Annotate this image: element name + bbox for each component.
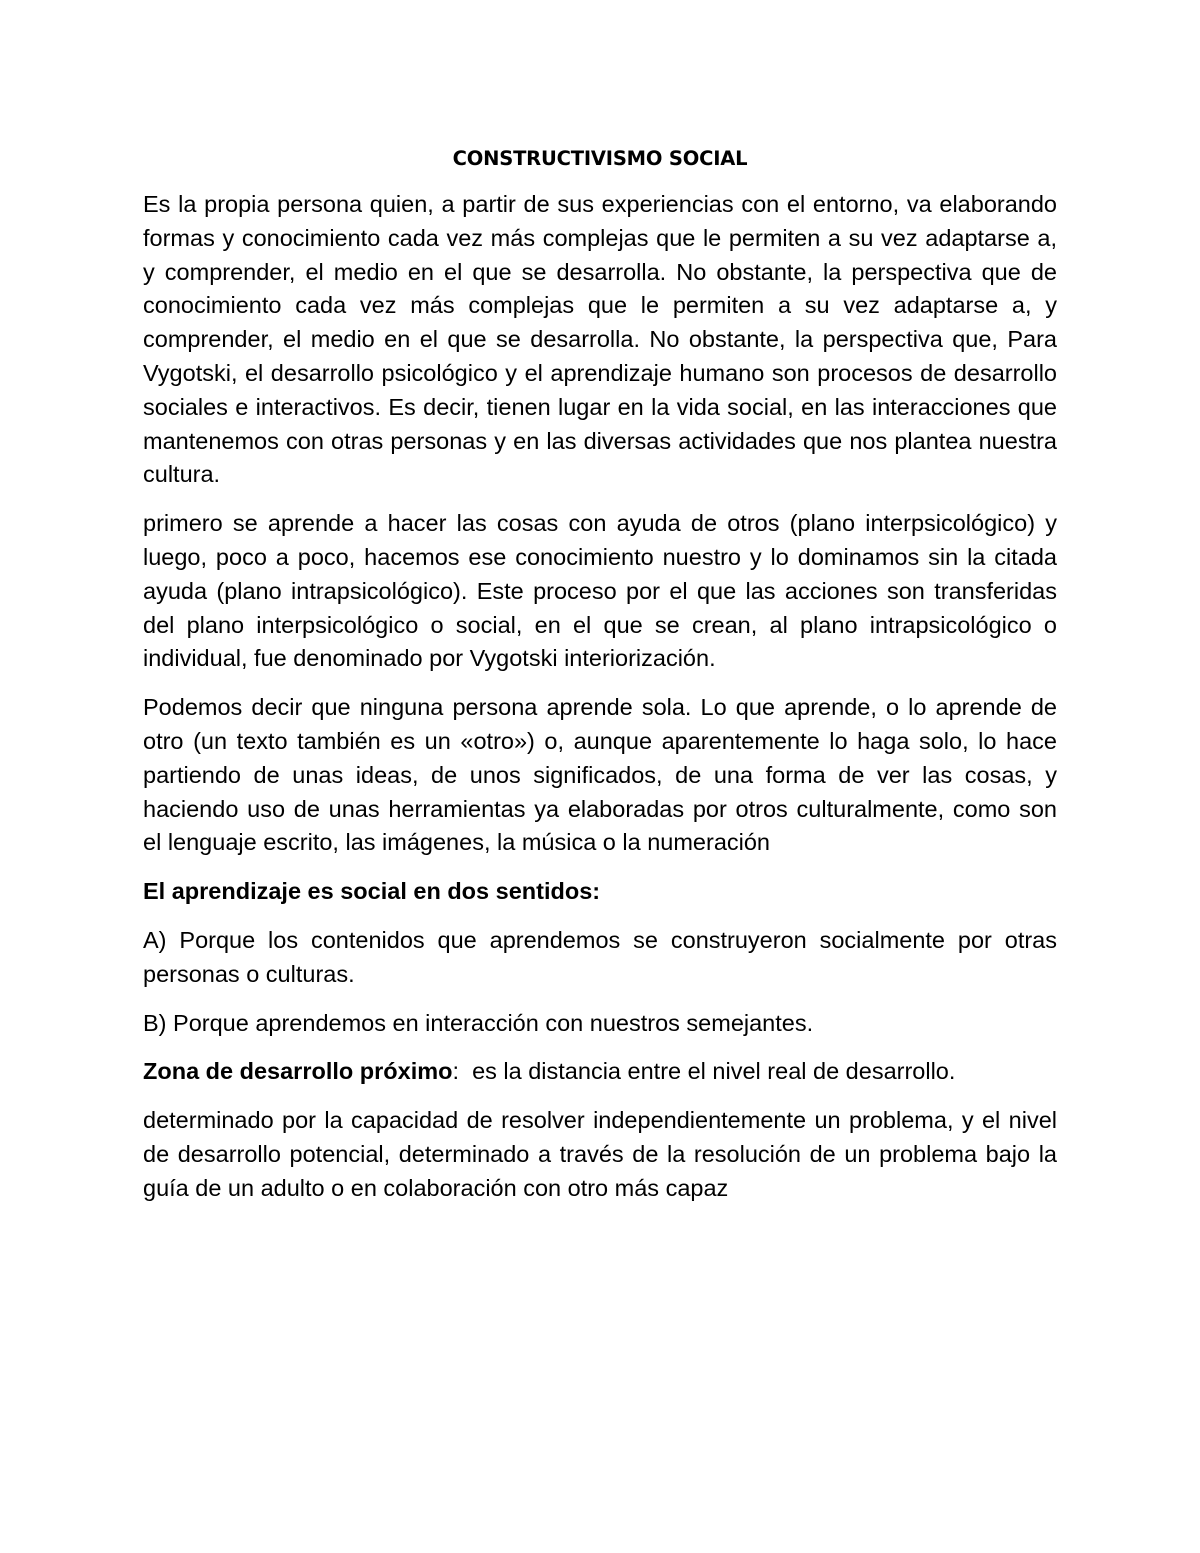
paragraph-nobody-learns-alone: Podemos decir que ninguna persona aprende sola. Lo que aprende, o lo aprende de otro (un texto también es un «otro») o, aunque aparentemente lo haga solo, lo hace partiendo de unas ideas, de unos significados, de una forma de ver las cosas, y haciendo uso de unas herramientas ya elaboradas por otros culturalmente, como son el lenguaje escrito, las imágenes, la música o la numeración — [143, 694, 1057, 856]
zone-definition: es la distancia entre el nivel real de desarrollo. — [459, 1058, 956, 1085]
social-learning-heading: El aprendizaje es social en dos sentidos: — [143, 878, 601, 905]
document-body — [143, 142, 1057, 1221]
paragraph-interiorization: primero se aprende a hacer las cosas con ayuda de otros (plano interpsicológico) y luego, poco a poco, hacemos ese conocimiento nuestro y lo dominamos sin la citada ayuda (plano intrapsicológico). Este proceso por el que las acciones son transferidas del plano interpsicológico o social, en el que se crean, al plano intrapsicológico o individual, fue denominado por Vygotski interiorización. — [143, 510, 1057, 672]
zone-term: Zona de desarrollo próximo — [143, 1058, 453, 1085]
paragraph-intro: Es la propia persona quien, a partir de sus experiencias con el entorno, va elaborando formas y conocimiento cada vez más complejas que le permiten a su vez adaptarse a, y comprender, el medio en el que se desarrolla. No obstante, la perspectiva que de conocimiento cada vez más complejas que le permiten a su vez adaptarse a, y comprender, el medio en el que se desarrolla. No obstante, la perspectiva que, Para Vygotski, el desarrollo psicológico y el aprendizaje humano son procesos de desarrollo sociales e interactivos. Es decir, tienen lugar en la vida social, en las interacciones que mantenemos con otras personas y en las diversas actividades que nos plantea nuestra cultura. — [143, 191, 1057, 488]
page-title: CONSTRUCTIVISMO SOCIAL — [452, 147, 748, 170]
zone-definition-paragraph — [143, 1055, 1057, 1089]
point-b: B) Porque aprendemos en interacción con nuestros semejantes. — [143, 1009, 814, 1036]
paragraph-determined: determinado por la capacidad de resolver independientemente un problema, y el nivel de desarrollo potencial, determinado a través de la resolución de un problema bajo la guía de un adulto o en colaboración con otro más capaz — [143, 1107, 1057, 1201]
point-a: A) Porque los contenidos que aprendemos se construyeron socialmente por otras personas o culturas. — [143, 926, 1057, 987]
zone-colon: : — [452, 1058, 460, 1085]
